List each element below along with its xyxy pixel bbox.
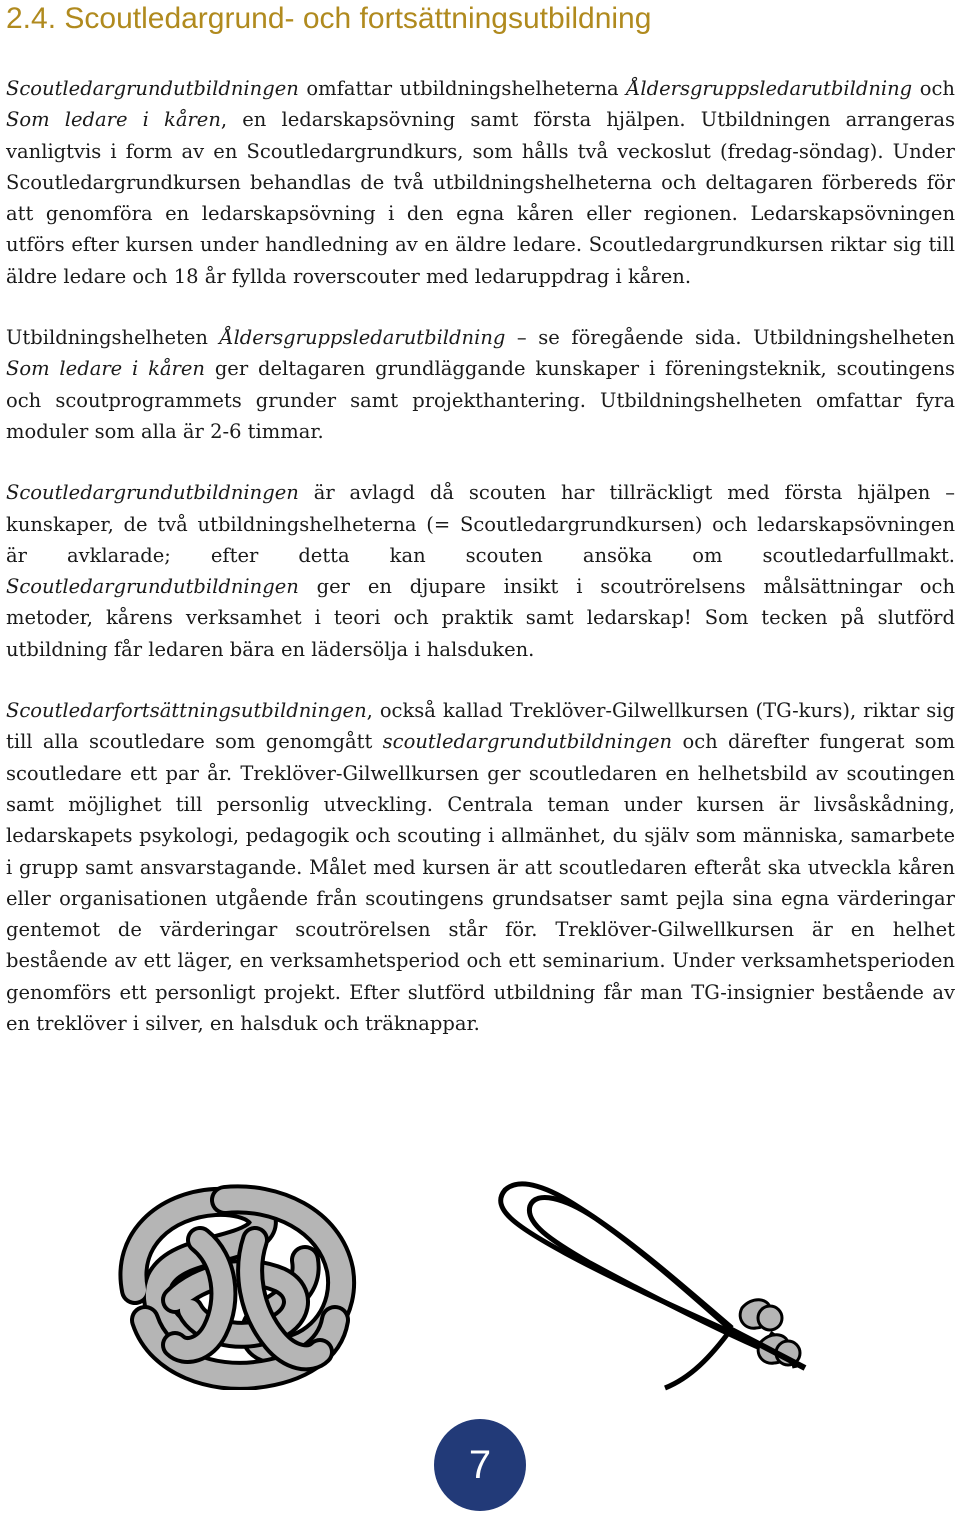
paragraph: [6, 477, 955, 665]
italic-term: Scoutledargrundutbildningen: [6, 481, 299, 505]
italic-term: Åldersgruppsledarutbildning: [219, 326, 506, 350]
section-heading: 2.4. Scoutledargrund- och fortsättningsutbildning: [6, 2, 652, 35]
wooden-toggle: [740, 1300, 782, 1330]
illustrations: [0, 1160, 960, 1410]
italic-term: scoutledargrundutbildningen: [382, 730, 673, 754]
italic-term: Som ledare i kåren: [6, 108, 221, 132]
text-run: ger en djupare insikt i scoutrörelsens målsättningar och metoder, kårens verksamhet i teori och praktik samt ledarskap! Som tecken på slutförd utbildning får ledaren bära en lädersölja i halsduken.: [6, 575, 955, 661]
paragraph: [6, 322, 955, 447]
body-text: [6, 73, 955, 1039]
paragraph: [6, 695, 955, 1039]
paragraph: [6, 73, 955, 292]
lanyard-with-toggles-icon: [470, 1168, 820, 1403]
italic-term: Scoutledargrundutbildningen: [6, 77, 299, 100]
italic-term: Scoutledarfortsättningsutbildningen: [6, 699, 367, 723]
text-run: är avlagd då scouten har tillräckligt med första hjälpen – kunskaper, de två utbildningshelheterna (= Scoutledargrundkursen) och ledarskapsövningen är avklarade; efter detta kan scouten ansöka om scoutledarfullmakt.: [6, 481, 955, 567]
text-run: och: [912, 77, 955, 100]
text-run: omfattar utbildningshelheterna: [298, 77, 627, 100]
page-number-badge: [434, 1419, 526, 1511]
woggle-knot-icon: [105, 1180, 360, 1390]
text-run: ger deltagaren grundläggande kunskaper i föreningsteknik, scoutingens och scoutprogrammets grunder samt projekthantering. Utbildningshelheten omfattar fyra moduler som alla är 2-6 timmar.: [6, 357, 956, 443]
page-number: 7: [468, 1442, 492, 1487]
text-run: – se föregående sida. Utbildningshelheten: [505, 326, 955, 350]
text-run: och därefter fungerat som scoutledare ett par år. Treklöver-Gilwellkursen ger scoutledaren en helhetsbild av scoutingen samt möjlighet till personlig utveckling. Centrala teman under kursen är livsåskådning, ledarskapets psykologi, pedagogik och scouting i allmänhet, du själv som människa, samarbete i grupp samt ansvarstagande. Målet med kursen är att scoutledaren efteråt ska utveckla kåren eller organisationen utgående från scoutingens grundsatser samt pejla sina egna värderingar gentemot de värderingar scoutrörelsen står för. Treklöver-Gilwellkursen är en helhet bestående av ett läger, en verksamhetsperiod och ett seminarium. Under verksamhetsperioden genomförs ett personligt projekt. Efter slutförd utbildning får man TG-insignier bestående av en treklöver i silver, en halsduk och träknappar.: [6, 730, 956, 1036]
italic-term: Scoutledargrundutbildningen: [6, 575, 299, 599]
italic-term: Som ledare i kåren: [6, 357, 205, 381]
text-run: , en ledarskapsövning samt första hjälpen. Utbildningen arrangeras vanligtvis i form av en Scoutledargrundkurs, som hålls två veckoslut (fredag-söndag). Under Scoutledargrundkursen behandlas de två utbildningshelheterna och deltagaren förbereds för att genomföra en ledarskapsövning i den egna kåren eller regionen. Ledarskapsövningen utförs efter kursen under handledning av en äldre ledare. Scoutledargrundkursen riktar sig till äldre ledare och 18 år fyllda roverscouter med ledaruppdrag i kåren.: [6, 108, 955, 288]
italic-term: Åldersgruppsledarutbildning: [626, 77, 913, 100]
text-run: Utbildningshelheten: [6, 326, 220, 350]
text-run: , också kallad Treklöver-Gilwellkursen (TG-kurs), riktar sig till alla scoutledare som genomgått: [6, 699, 955, 754]
